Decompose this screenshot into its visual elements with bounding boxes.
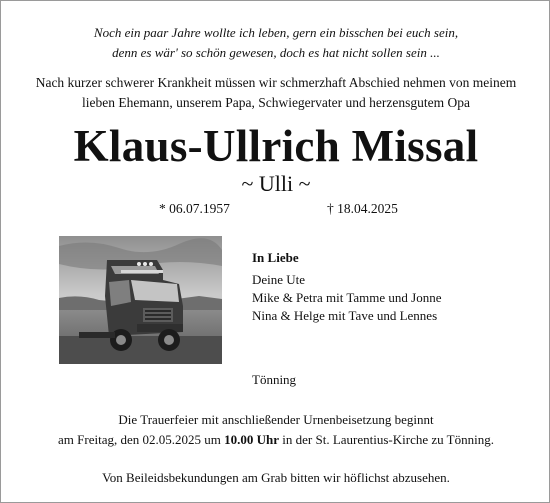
death-date: † 18.04.2025: [327, 201, 398, 216]
condolence-request: Von Beileidsbekundungen am Grab bitten wir höflichst abzusehen.: [102, 470, 450, 485]
funeral-line-1: Die Trauerfeier mit anschließender Urnenbeisetzung beginnt: [118, 412, 434, 427]
mourners-list: [252, 249, 442, 325]
mourners-heading: In Liebe: [252, 250, 299, 265]
intro-text: [1, 73, 550, 113]
place-name: Tönning: [252, 372, 297, 387]
mourner-line-2: Mike & Petra mit Tamme und Jonne: [252, 290, 442, 305]
funeral-location-text: in der St. Laurentius-Kirche zu Tönning.: [279, 432, 494, 447]
funeral-info: [1, 410, 550, 450]
intro-line-1: Nach kurzer schwerer Krankheit müssen wir schmerzhaft Abschied nehmen von meinem: [35, 75, 517, 90]
deceased-nickname: ~ Ulli ~: [241, 171, 311, 196]
mourner-line-1: Deine Ute: [252, 272, 306, 287]
birth-date: * 06.07.1957: [159, 201, 230, 216]
deceased-name: Klaus-Ullrich Missal: [73, 121, 479, 171]
poem-line-2: denn es wär' so schön gewesen, doch es hat nicht sollen sein ...: [112, 45, 440, 60]
mourner-line-3: Nina & Helge mit Tave und Lennes: [252, 308, 438, 323]
poem-line-1: Noch ein paar Jahre wollte ich leben, gern ein bisschen bei euch sein,: [93, 25, 459, 40]
funeral-time: 10.00 Uhr: [224, 432, 280, 447]
funeral-date-text: am Freitag, den 02.05.2025 um: [58, 432, 225, 447]
intro-line-2: lieben Ehemann, unserem Papa, Schwiegervater und herzensgutem Opa: [82, 95, 470, 110]
poem: [1, 23, 550, 63]
truck-photo: [59, 236, 222, 364]
truck-illustration: [59, 236, 222, 364]
funeral-line-2: [1, 430, 550, 450]
